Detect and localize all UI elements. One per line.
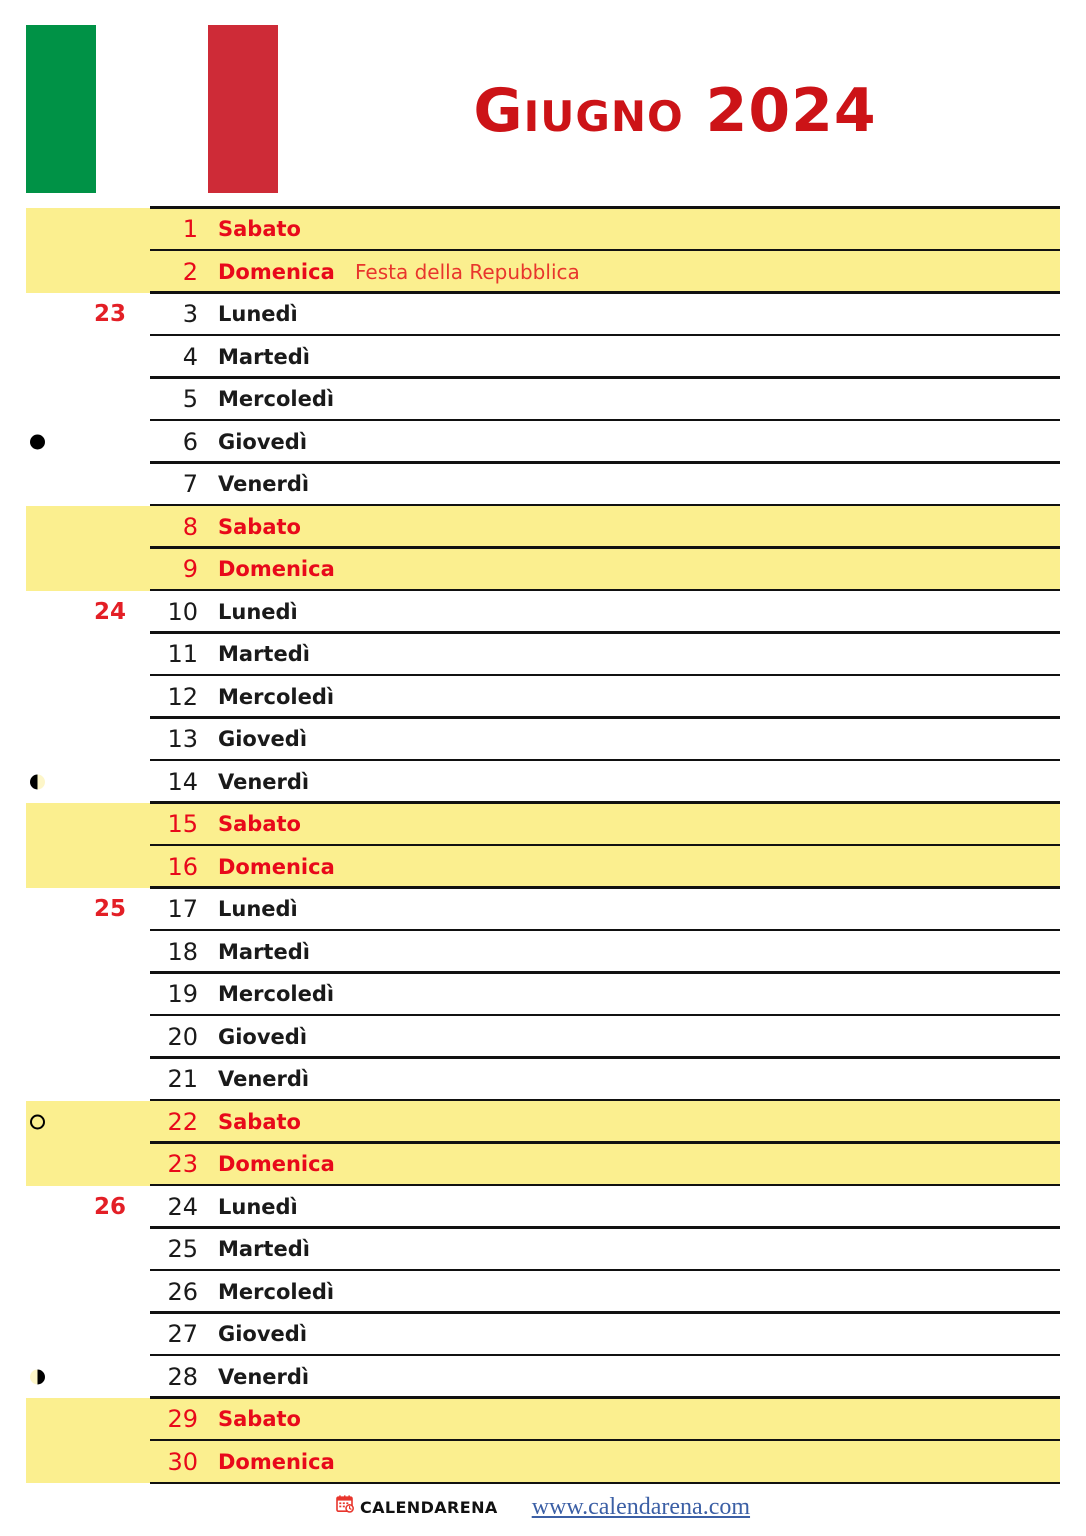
row-divider-line: [150, 759, 1060, 762]
day-number: 15: [167, 810, 198, 839]
day-name: Venerdì: [218, 1067, 310, 1092]
day-name: Lunedì: [218, 1194, 298, 1219]
row-divider-line: [150, 1354, 1060, 1357]
day-name: Mercoledì: [218, 1279, 335, 1304]
row-divider-line: [150, 971, 1060, 974]
row-divider-line: [150, 631, 1060, 634]
day-number: 21: [167, 1065, 198, 1094]
day-name: Giovedì: [218, 1322, 308, 1347]
week-number: 24: [93, 598, 126, 625]
calendar-month-list: [0, 208, 1086, 1483]
day-number: 4: [182, 342, 198, 371]
row-divider-line: [150, 461, 1060, 464]
row-divider-line: [150, 1056, 1060, 1059]
row-divider-line: [150, 1184, 1060, 1187]
day-number: 19: [167, 980, 198, 1009]
day-name: Giovedì: [218, 1024, 308, 1049]
day-number: 8: [182, 512, 198, 541]
day-number: 17: [167, 895, 198, 924]
day-number: 10: [167, 597, 198, 626]
page-footer: [0, 1487, 1086, 1527]
calendar-day-row[interactable]: [0, 208, 1086, 251]
day-name: Domenica: [218, 557, 335, 582]
row-divider-line: [150, 249, 1060, 252]
page-title: Giugno 2024: [473, 76, 877, 146]
calendar-day-row[interactable]: [0, 1143, 1086, 1186]
day-number: 24: [167, 1192, 198, 1221]
brand-name: CALENDARENA: [359, 1497, 498, 1517]
row-divider-line: [150, 844, 1060, 847]
day-number: 6: [182, 427, 198, 456]
calendar-day-row[interactable]: [0, 506, 1086, 549]
calendar-day-row[interactable]: [0, 973, 1086, 1016]
day-number: 12: [167, 682, 198, 711]
day-name: Lunedì: [218, 897, 298, 922]
calendar-day-row[interactable]: [0, 1398, 1086, 1441]
calendar-day-row[interactable]: [0, 421, 1086, 464]
brand: [336, 1495, 498, 1519]
calendar-day-row[interactable]: [0, 548, 1086, 591]
row-divider-line: [150, 206, 1060, 209]
day-name: Domenica: [218, 854, 335, 879]
row-divider-line: [150, 1226, 1060, 1229]
calendar-day-row[interactable]: [0, 1058, 1086, 1101]
new-moon-icon: [30, 434, 45, 449]
day-number: 27: [167, 1320, 198, 1349]
day-number: 23: [167, 1150, 198, 1179]
day-name: Sabato: [218, 1109, 301, 1134]
calendar-day-row[interactable]: [0, 718, 1086, 761]
day-name: Domenica: [218, 1449, 335, 1474]
day-number: 3: [182, 300, 198, 329]
row-divider-line: [150, 1439, 1060, 1442]
day-number: 16: [167, 852, 198, 881]
row-divider-line: [150, 1141, 1060, 1144]
day-number: 5: [182, 385, 198, 414]
week-number: 26: [93, 1193, 126, 1220]
day-number: 20: [167, 1022, 198, 1051]
calendar-day-row[interactable]: [0, 1356, 1086, 1399]
row-divider-line: [150, 1269, 1060, 1272]
last-quarter-moon-icon: [30, 1369, 45, 1384]
day-name: Martedì: [218, 1237, 310, 1262]
day-name: Mercoledì: [218, 982, 335, 1007]
calendar-day-row[interactable]: [0, 633, 1086, 676]
day-name: Sabato: [218, 217, 301, 242]
calendar-day-row[interactable]: [0, 293, 1086, 336]
calendar-day-row[interactable]: [0, 846, 1086, 889]
calendar-day-row[interactable]: [0, 1441, 1086, 1484]
calendar-day-row[interactable]: [0, 676, 1086, 719]
row-divider-line: [150, 1014, 1060, 1017]
week-number: 23: [93, 301, 126, 328]
calendar-day-row[interactable]: [0, 378, 1086, 421]
day-name: Venerdì: [218, 472, 310, 497]
row-divider-line: [150, 1099, 1060, 1102]
full-moon-icon: [30, 1114, 45, 1129]
calendar-day-row[interactable]: [0, 1271, 1086, 1314]
day-name: Sabato: [218, 514, 301, 539]
calendar-day-row[interactable]: [0, 1186, 1086, 1229]
day-number: 30: [167, 1447, 198, 1476]
day-number: 2: [182, 257, 198, 286]
day-name: Domenica: [218, 1152, 335, 1177]
day-number: 11: [167, 640, 198, 669]
row-divider-line: [150, 1396, 1060, 1399]
calendar-day-row[interactable]: [0, 1101, 1086, 1144]
first-quarter-moon-icon: [30, 774, 45, 789]
calendar-day-row[interactable]: [0, 1228, 1086, 1271]
day-name: Martedì: [218, 642, 310, 667]
week-number: 25: [93, 896, 126, 923]
day-number: 28: [167, 1362, 198, 1391]
day-name: Sabato: [218, 1407, 301, 1432]
day-number: 29: [167, 1405, 198, 1434]
site-url-link[interactable]: www.calendarena.com: [531, 1493, 751, 1520]
row-divider-line: [150, 546, 1060, 549]
calendar-day-row[interactable]: [0, 761, 1086, 804]
day-number: 26: [167, 1277, 198, 1306]
day-number: 1: [182, 215, 198, 244]
row-divider-line: [150, 929, 1060, 932]
row-divider-line: [150, 376, 1060, 379]
day-number: 18: [167, 937, 198, 966]
calendar-day-row[interactable]: [0, 251, 1086, 294]
flag-band-green: [26, 25, 96, 193]
row-divider-line: [150, 716, 1060, 719]
day-name: Domenica: [218, 259, 335, 284]
row-divider-line: [150, 674, 1060, 677]
flag-band-white: [117, 25, 187, 193]
calendar-day-row[interactable]: [0, 1313, 1086, 1356]
day-number: 14: [167, 767, 198, 796]
calendar-day-row[interactable]: [0, 888, 1086, 931]
row-divider-line: [150, 334, 1060, 337]
calendar-day-row[interactable]: [0, 336, 1086, 379]
row-divider-line: [150, 291, 1060, 294]
day-name: Martedì: [218, 344, 310, 369]
holiday-label: Festa della Repubblica: [355, 259, 580, 284]
calendar-day-row[interactable]: [0, 803, 1086, 846]
calendar-day-row[interactable]: [0, 931, 1086, 974]
calendar-icon: [336, 1495, 355, 1519]
day-name: Venerdì: [218, 1364, 310, 1389]
day-name: Giovedì: [218, 429, 308, 454]
page-header: [0, 0, 1086, 208]
day-name: Martedì: [218, 939, 310, 964]
calendar-day-row[interactable]: [0, 1016, 1086, 1059]
day-name: Sabato: [218, 812, 301, 837]
day-number: 9: [182, 555, 198, 584]
row-divider-line: [150, 504, 1060, 507]
row-divider-line: [150, 589, 1060, 592]
day-name: Lunedì: [218, 599, 298, 624]
row-divider-line: [150, 886, 1060, 889]
day-name: Giovedì: [218, 727, 308, 752]
day-name: Venerdì: [218, 769, 310, 794]
day-number: 22: [167, 1107, 198, 1136]
row-divider-line: [150, 419, 1060, 422]
day-number: 13: [167, 725, 198, 754]
day-name: Mercoledì: [218, 387, 335, 412]
calendar-day-row[interactable]: [0, 591, 1086, 634]
day-name: Mercoledì: [218, 684, 335, 709]
day-name: Lunedì: [218, 302, 298, 327]
day-number: 25: [167, 1235, 198, 1264]
row-divider-line: [150, 1482, 1060, 1485]
flag-band-red: [208, 25, 278, 193]
row-divider-line: [150, 801, 1060, 804]
day-number: 7: [182, 470, 198, 499]
calendar-day-row[interactable]: [0, 463, 1086, 506]
row-divider-line: [150, 1311, 1060, 1314]
